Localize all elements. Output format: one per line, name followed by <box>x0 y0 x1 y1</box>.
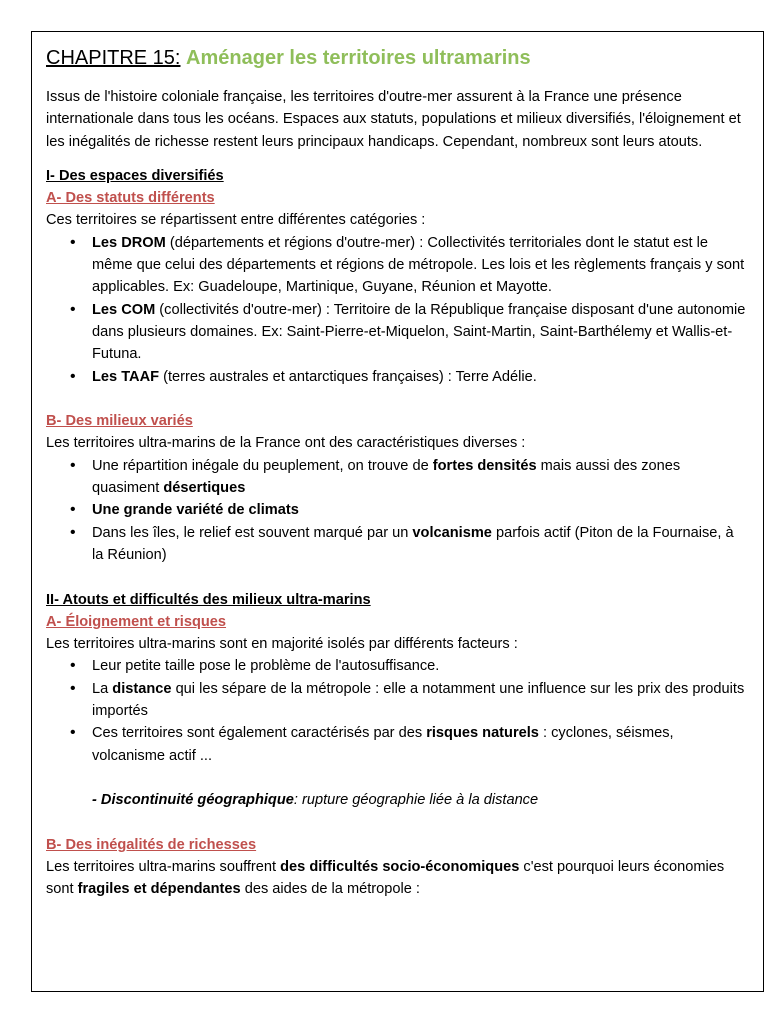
text-run: Leur petite taille pose le problème de l'autosuffisance. <box>92 658 440 675</box>
subsection-2b-paragraph <box>46 856 746 901</box>
bold-run: fragiles et dépendantes <box>77 881 241 898</box>
document-body <box>46 44 746 901</box>
definition-drom: (départements et régions d'outre-mer) : Collectivités territoriales dont le statut est le même que celui des départements et régions de métropole. Les lois et les règlements français y sont applicables. Ex: Guadeloupe, Martinique, Guyane, Réunion et Mayotte. <box>92 234 745 296</box>
section-heading-1: I- Des espaces diversifiés <box>46 167 224 184</box>
spacer <box>46 812 746 834</box>
text-run: Les territoires ultra-marins souffrent <box>46 859 281 876</box>
term-com: Les COM <box>92 301 156 318</box>
list-item-com <box>92 299 746 366</box>
list-item-risks <box>92 722 746 767</box>
note-definition: : rupture géographie liée à la distance <box>293 792 539 809</box>
subsection-heading-2a: A- Éloignement et risques <box>46 613 227 630</box>
bold-run: fortes densités <box>432 457 537 474</box>
spacer <box>46 767 746 789</box>
bold-run: distance <box>112 680 172 697</box>
spacer <box>46 388 746 410</box>
chapter-number: CHAPITRE 15: <box>46 47 181 69</box>
list-item-drom <box>92 232 746 299</box>
text-run: c'est pourquoi leurs économies sont <box>46 859 725 898</box>
environment-list <box>46 455 746 566</box>
list-item-distance <box>92 678 746 723</box>
list-item-volcanism <box>92 522 746 567</box>
definition-com: (collectivités d'outre-mer) : Territoire de la République française disposant d'une autonomie dans plusieurs domaines. Ex: Saint-Pierre-et-Miquelon, Saint-Martin, Saint-Barthélemy et Wallis-et-Futuna. <box>92 301 746 363</box>
chapter-title-text: Aménager les territoires ultramarins <box>186 47 531 69</box>
text-run: parfois actif (Piton de la Fournaise, à la Réunion) <box>92 524 734 563</box>
isolation-list <box>46 655 746 766</box>
subsection-1a-intro: Ces territoires se répartissent entre différentes catégories : <box>46 212 426 229</box>
chapter-title <box>46 44 746 72</box>
bold-run: des difficultés socio-économiques <box>280 859 520 876</box>
text-run: qui les sépare de la métropole : elle a notamment une influence sur les prix des produits importés <box>92 680 745 720</box>
term-drom: Les DROM <box>92 234 166 251</box>
subsection-1b-intro: Les territoires ultra-marins de la France ont des caractéristiques diverses : <box>46 435 526 452</box>
text-run: Une répartition inégale du peuplement, on trouve de <box>92 457 433 474</box>
section-heading-2: II- Atouts et difficultés des milieux ultra-marins <box>46 591 371 608</box>
subsection-heading-2b: B- Des inégalités de richesses <box>46 836 257 853</box>
bold-run: risques naturels <box>426 725 539 742</box>
subsection-2a-intro: Les territoires ultra-marins sont en majorité isolés par différents facteurs : <box>46 636 518 653</box>
text-run: Dans les îles, le relief est souvent marqué par un <box>92 524 413 541</box>
text-run: Ces territoires sont également caractérisés par des <box>92 725 427 742</box>
text-run: des aides de la métropole : <box>240 881 420 898</box>
list-item-taaf <box>92 366 746 388</box>
list-item-size <box>92 655 746 677</box>
intro-paragraph: Issus de l'histoire coloniale française, les territoires d'outre-mer assurent à la France une présence internationale dans tous les océans. Espaces aux statuts, populations et milieux diversifiés, l'éloignement et les inégalités de richesse restent leurs principaux handicaps. Cependant, nombreux sont leurs atouts. <box>46 89 741 150</box>
definition-note <box>92 789 746 811</box>
status-list <box>46 232 746 388</box>
list-item-population <box>92 455 746 500</box>
bold-run: Une grande variété de climats <box>92 502 299 519</box>
bold-run: désertiques <box>163 480 246 497</box>
definition-taaf: (terres australes et antarctiques françaises) : Terre Adélie. <box>159 368 537 385</box>
text-run: La <box>92 680 113 697</box>
subsection-heading-1a: A- Des statuts différents <box>46 190 215 207</box>
list-item-climates <box>92 499 746 521</box>
term-taaf: Les TAAF <box>92 368 160 385</box>
text-run: : cyclones, séismes, volcanisme actif ... <box>92 725 674 764</box>
bold-run: volcanisme <box>412 524 492 541</box>
text-run: mais aussi des zones quasiment <box>92 457 681 497</box>
spacer <box>46 566 746 588</box>
subsection-heading-1b: B- Des milieux variés <box>46 413 193 430</box>
note-term: - Discontinuité géographique <box>92 792 294 809</box>
